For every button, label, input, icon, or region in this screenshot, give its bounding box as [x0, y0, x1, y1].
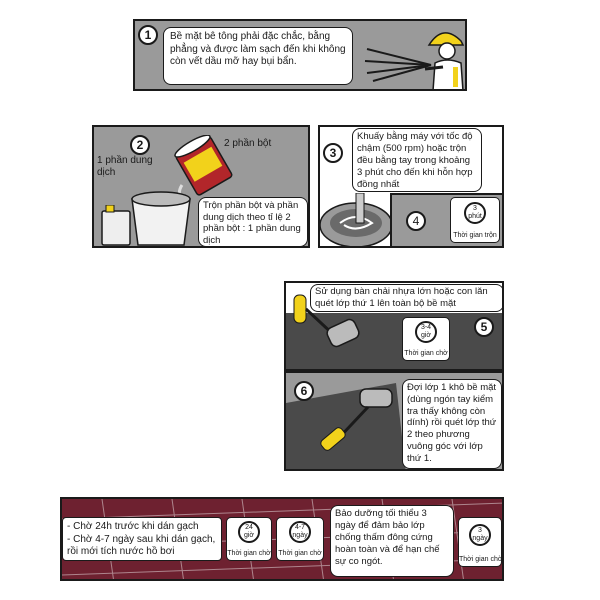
- step6-text: Đợi lớp 1 khô bề mặt (dùng ngón tay kiểm tra thấy không còn dính) rồi quét lớp thứ 2 theo phương vuông góc với lớp thứ 1.: [402, 379, 502, 469]
- mixing-bucket-icon: [128, 189, 194, 247]
- mixer-bowl-icon: [320, 193, 396, 248]
- powder-bucket-icon: [170, 135, 238, 197]
- step6-panel: [284, 371, 504, 471]
- wait-caption-step5: Thời gian chờ: [404, 350, 448, 357]
- step5-number: 5: [474, 317, 494, 337]
- step4-subpanel: [390, 193, 504, 248]
- step5-text: Sử dụng bàn chải nhựa lớn hoặc con lăn quét lớp thứ 1 lên toàn bộ bề mặt: [310, 284, 504, 312]
- wait-card-4-7d: [276, 517, 324, 561]
- mix-time-card: [450, 197, 500, 243]
- roller-icon: [292, 291, 362, 351]
- final-note-line1: - Chờ 24h trước khi dán gạch: [67, 521, 199, 532]
- step2-text: Trộn phần bột và phần dung dịch theo tỉ lệ 2 phần bột : 1 phần dung dịch: [198, 197, 308, 247]
- roller-icon-step6: [306, 387, 396, 457]
- clock-icon-24h: 24 giờ: [238, 521, 260, 543]
- step2-panel: [92, 125, 310, 248]
- wait-card-24h: [226, 517, 272, 561]
- step1-number: 1: [138, 25, 158, 45]
- clock-icon-3d: 3 ngày: [469, 524, 491, 546]
- step1-text: Bề mặt bê tông phải đặc chắc, bằng phẳng và được làm sạch đến khi không còn vết dầu mỡ hay bụi bẩn.: [163, 27, 353, 85]
- caption-3d: Thời gian chờ: [459, 556, 503, 563]
- step3-text: Khuấy bằng máy với tốc độ chậm (500 rpm) hoặc trộn đều bằng tay trong khoảng 3 phút cho đến khi hỗn hợp đồng nhất: [352, 128, 482, 192]
- step1-panel: [133, 19, 467, 91]
- step4-number: 4: [406, 211, 426, 231]
- liquid-label: 1 phần dung dịch: [97, 155, 153, 178]
- powder-label: 2 phần bột: [224, 138, 272, 149]
- step3-panel: [318, 125, 504, 248]
- mix-time-clock-icon: 3 phút: [464, 202, 486, 224]
- wait-time-card-step5: [402, 317, 450, 361]
- step2-number: 2: [130, 135, 150, 155]
- caption-24h: Thời gian chờ: [227, 550, 271, 557]
- step6-number: 6: [294, 381, 314, 401]
- wait-card-3d: [458, 517, 502, 567]
- cure-text: Bảo dưỡng tối thiểu 3 ngày để đảm bảo lớp chống thấm đông cứng hoàn toàn và để hạn chế sự co ngót.: [330, 505, 454, 577]
- final-note: [62, 517, 222, 561]
- mix-time-caption: Thời gian trộn: [453, 232, 497, 239]
- step3-number: 3: [323, 143, 343, 163]
- step5-panel: [284, 281, 504, 371]
- worker-icon: [423, 23, 465, 91]
- final-panel: [60, 497, 504, 581]
- caption-4-7d: Thời gian chờ: [278, 550, 322, 557]
- wait-clock-icon-step5: 3-4 giờ: [415, 321, 437, 343]
- clock-icon-4-7d: 4-7 ngày: [289, 521, 311, 543]
- final-note-line2: - Chờ 4-7 ngày sau khi dán gạch, rồi mới tích nước hồ bơi: [67, 533, 216, 557]
